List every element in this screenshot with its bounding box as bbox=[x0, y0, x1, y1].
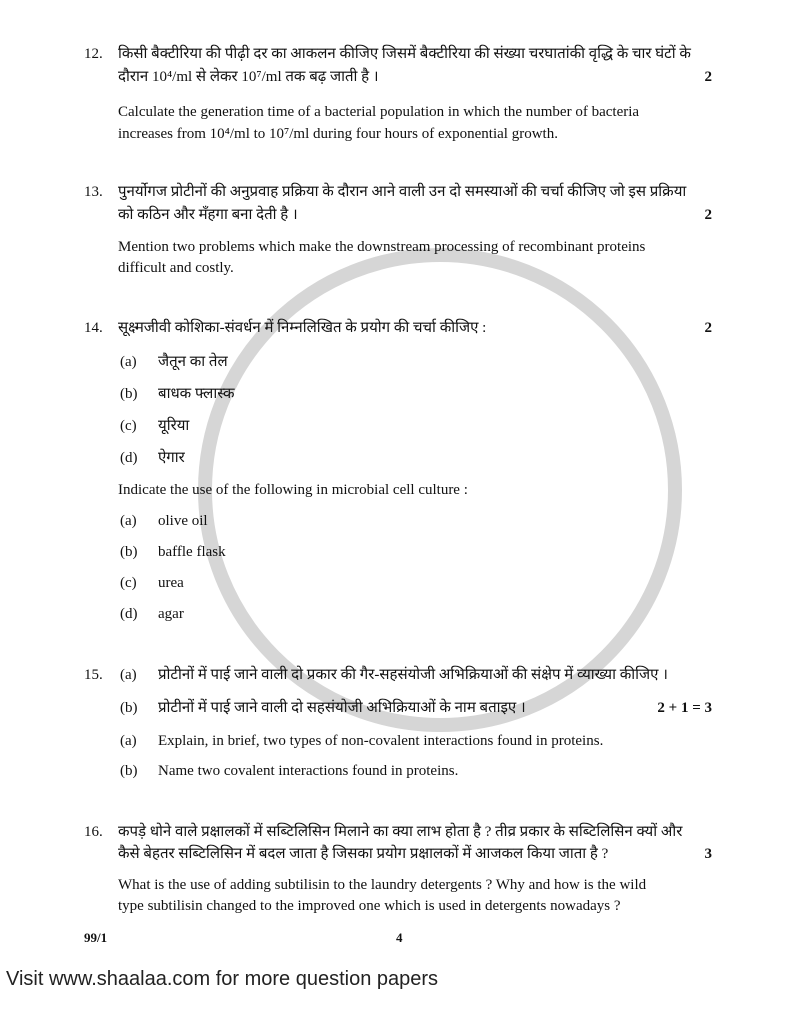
q14-en-opt-d: agar bbox=[158, 606, 184, 622]
q14-en-opt-c-label: (c) bbox=[120, 575, 137, 591]
q14-hi-opt-d-label: (d) bbox=[120, 450, 138, 466]
q14-en-opt-c: urea bbox=[158, 575, 184, 591]
q13-hindi-line2: को कठिन और मँहगा बना देती है । bbox=[118, 207, 298, 223]
q12-hindi-line1: किसी बैक्टीरिया की पीढ़ी दर का आकलन कीजिए जिसमें बैक्टीरिया की संख्या चरघातांकी वृद्धि के चार घंटों के bbox=[118, 46, 691, 62]
q16-number: 16. bbox=[84, 824, 103, 840]
q16-english-line1: What is the use of adding subtilisin to the laundry detergents ? Why and how is the wild bbox=[118, 877, 647, 893]
q14-hi-opt-c-label: (c) bbox=[120, 418, 137, 434]
q12-number: 12. bbox=[84, 46, 103, 62]
q16-hindi-line2: कैसे बेहतर सब्टिलिसिन में बदल जाता है जिसका प्रयोग प्रक्षालकों में आजकल किया जाता है ? bbox=[118, 846, 609, 862]
q12-hindi-line2: दौरान 10⁴/ml से लेकर 10⁷/ml तक बढ़ जाती है । bbox=[118, 69, 379, 85]
q15-en-opt-b-label: (b) bbox=[120, 763, 138, 779]
q14-english: Indicate the use of the following in microbial cell culture : bbox=[118, 482, 468, 498]
q15-en-opt-a: Explain, in brief, two types of non-covalent interactions found in proteins. bbox=[158, 733, 604, 749]
q13-english-line1: Mention two problems which make the downstream processing of recombinant proteins bbox=[118, 239, 646, 255]
q12-english-line1: Calculate the generation time of a bacterial population in which the number of bacteria bbox=[118, 104, 640, 120]
q14-hi-opt-b: बाधक फ्लास्क bbox=[158, 386, 235, 402]
q12-marks: 2 bbox=[704, 69, 712, 85]
promo-banner: Visit www.shaalaa.com for more question papers bbox=[6, 968, 439, 990]
paper-code: 99/1 bbox=[84, 930, 108, 945]
q15-en-opt-a-label: (a) bbox=[120, 733, 137, 749]
q15-hi-opt-b: प्रोटीनों में पाई जाने वाली दो सहसंयोजी अभिक्रियाओं के नाम बताइए । bbox=[158, 700, 526, 716]
q14-en-opt-a: olive oil bbox=[158, 513, 208, 529]
question-14 bbox=[84, 317, 712, 625]
q15-hi-opt-b-label: (b) bbox=[120, 700, 138, 716]
q14-en-opt-b-label: (b) bbox=[120, 544, 138, 560]
q14-en-opt-d-label: (d) bbox=[120, 606, 138, 622]
question-12 bbox=[84, 43, 712, 145]
q13-hindi-line1: पुनर्योगज प्रोटीनों की अनुप्रवाह प्रक्रिया के दौरान आने वाली उन दो समस्याओं की चर्चा कीजिए जो इस प्रक्रिया bbox=[118, 184, 687, 200]
q13-english-line2: difficult and costly. bbox=[118, 260, 234, 276]
q16-hindi-line1: कपड़े धोने वाले प्रक्षालकों में सब्टिलिसिन मिलाने का क्या लाभ होता है ? तीव्र प्रकार के सब्टिलिसिन क्यों और bbox=[118, 824, 683, 840]
q13-number: 13. bbox=[84, 184, 103, 200]
question-13 bbox=[84, 181, 712, 279]
q14-hi-opt-d: ऐगार bbox=[158, 450, 185, 466]
q15-en-opt-b: Name two covalent interactions found in proteins. bbox=[158, 763, 459, 779]
question-16 bbox=[84, 821, 712, 917]
q15-number: 15. bbox=[84, 667, 103, 683]
q15-hi-opt-a: प्रोटीनों में पाई जाने वाली दो प्रकार की गैर-सहसंयोजी अभिक्रियाओं की संक्षेप में व्याख्या कीजिए । bbox=[158, 667, 668, 683]
q14-hi-opt-a-label: (a) bbox=[120, 354, 137, 370]
question-15 bbox=[84, 664, 712, 782]
q14-en-opt-a-label: (a) bbox=[120, 513, 137, 529]
q14-number: 14. bbox=[84, 320, 103, 336]
q14-hi-opt-a: जैतून का तेल bbox=[158, 354, 228, 370]
question-list bbox=[84, 43, 712, 917]
q16-marks: 3 bbox=[704, 846, 712, 862]
q12-english-line2: increases from 10⁴/ml to 10⁷/ml during four hours of exponential growth. bbox=[118, 126, 558, 142]
q13-marks: 2 bbox=[704, 207, 712, 223]
page-number: 4 bbox=[396, 930, 403, 945]
q15-hi-opt-a-label: (a) bbox=[120, 667, 137, 683]
q14-marks: 2 bbox=[704, 320, 712, 336]
q16-english-line2: type subtilisin changed to the improved one which is used in detergents nowadays ? bbox=[118, 898, 621, 914]
q14-hi-opt-b-label: (b) bbox=[120, 386, 138, 402]
q14-hindi: सूक्ष्मजीवी कोशिका-संवर्धन में निम्नलिखित के प्रयोग की चर्चा कीजिए : bbox=[118, 320, 487, 336]
q15-marks: 2 + 1 = 3 bbox=[657, 700, 712, 716]
q14-en-opt-b: baffle flask bbox=[158, 544, 226, 560]
q14-hi-opt-c: यूरिया bbox=[158, 418, 190, 434]
